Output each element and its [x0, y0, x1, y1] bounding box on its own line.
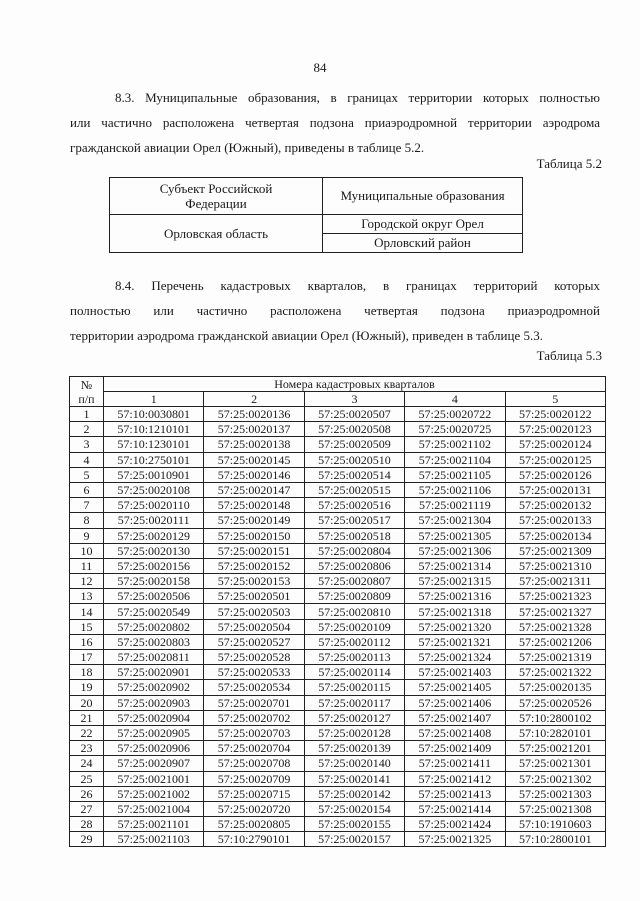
table-row [70, 528, 606, 543]
row-number-cell: 25 [70, 771, 104, 786]
header-cadastral-group: Номера кадастровых кварталов [104, 377, 606, 392]
cadastral-number-cell: 57:25:0021325 [405, 832, 505, 847]
table-row [70, 407, 606, 422]
cadastral-number-cell: 57:25:0020809 [304, 589, 404, 604]
table-row [70, 589, 606, 604]
cadastral-number-cell: 57:25:0021103 [104, 832, 204, 847]
cadastral-number-cell: 57:25:0021119 [405, 498, 505, 513]
cadastral-number-cell: 57:25:0020722 [405, 407, 505, 422]
cadastral-number-cell: 57:25:0021319 [505, 650, 605, 665]
cadastral-number-cell: 57:25:0021106 [405, 482, 505, 497]
cadastral-number-cell: 57:25:0020504 [204, 619, 304, 634]
cadastral-number-cell: 57:25:0020122 [505, 407, 605, 422]
header-num [70, 377, 104, 407]
table-row [70, 741, 606, 756]
header-num-line: п/п [78, 391, 95, 406]
cadastral-number-cell: 57:25:0020141 [304, 771, 404, 786]
cadastral-number-cell: 57:25:0021303 [505, 786, 605, 801]
cadastral-number-cell: 57:25:0020111 [104, 513, 204, 528]
cadastral-number-cell: 57:10:2750101 [104, 452, 204, 467]
cadastral-number-cell: 57:10:2820101 [505, 725, 605, 740]
cadastral-number-cell: 57:25:0021201 [505, 741, 605, 756]
cadastral-number-cell: 57:25:0020508 [304, 422, 404, 437]
cadastral-number-cell: 57:25:0020507 [304, 407, 404, 422]
table-row [70, 452, 606, 467]
cadastral-number-cell: 57:25:0020128 [304, 725, 404, 740]
cadastral-number-cell: 57:25:0021408 [405, 725, 505, 740]
cadastral-number-cell: 57:25:0021411 [405, 756, 505, 771]
cadastral-number-cell: 57:25:0021424 [405, 817, 505, 832]
table-row [70, 513, 606, 528]
table-row [70, 558, 606, 573]
row-number-cell: 17 [70, 650, 104, 665]
cadastral-number-cell: 57:25:0021104 [405, 452, 505, 467]
table-row [70, 710, 606, 725]
table-row [70, 665, 606, 680]
cadastral-number-cell: 57:25:0020528 [204, 650, 304, 665]
cadastral-number-cell: 57:25:0020905 [104, 725, 204, 740]
row-number-cell: 1 [70, 407, 104, 422]
cadastral-number-cell: 57:25:0020155 [304, 817, 404, 832]
paragraph-line: или частично расположена четвертая подзона приаэродромной территории аэродрома [70, 115, 600, 130]
cadastral-number-cell: 57:25:0020510 [304, 452, 404, 467]
cadastral-number-cell: 57:25:0021315 [405, 574, 505, 589]
cadastral-number-cell: 57:25:0021004 [104, 801, 204, 816]
cadastral-number-cell: 57:25:0020704 [204, 741, 304, 756]
paragraph-8-4 [70, 273, 600, 348]
cadastral-number-cell: 57:25:0020131 [505, 482, 605, 497]
cadastral-number-cell: 57:25:0021406 [405, 695, 505, 710]
table-row [70, 756, 606, 771]
row-number-cell: 6 [70, 482, 104, 497]
cadastral-number-cell: 57:25:0021320 [405, 619, 505, 634]
cadastral-number-cell: 57:25:0021413 [405, 786, 505, 801]
cadastral-number-cell: 57:25:0020135 [505, 680, 605, 695]
row-number-cell: 2 [70, 422, 104, 437]
cadastral-number-cell: 57:25:0020702 [204, 710, 304, 725]
cadastral-number-cell: 57:25:0021403 [405, 665, 505, 680]
cadastral-number-cell: 57:25:0020715 [204, 786, 304, 801]
table-row [70, 634, 606, 649]
row-number-cell: 8 [70, 513, 104, 528]
cadastral-number-cell: 57:25:0020902 [104, 680, 204, 695]
header-num-line: № [80, 377, 93, 392]
cadastral-number-cell: 57:25:0021301 [505, 756, 605, 771]
table-row [70, 619, 606, 634]
cadastral-number-cell: 57:25:0020108 [104, 482, 204, 497]
cadastral-number-cell: 57:25:0021323 [505, 589, 605, 604]
cadastral-number-cell: 57:25:0020804 [304, 543, 404, 558]
table-row [70, 498, 606, 513]
table-5-3-caption: Таблица 5.3 [536, 348, 602, 363]
row-number-cell: 4 [70, 452, 104, 467]
cadastral-number-cell: 57:25:0020130 [104, 543, 204, 558]
cadastral-number-cell: 57:25:0021405 [405, 680, 505, 695]
table-row [70, 422, 606, 437]
cadastral-number-cell: 57:25:0020148 [204, 498, 304, 513]
municipality-cell: Орловский район [323, 234, 523, 253]
cadastral-number-cell: 57:25:0021101 [104, 817, 204, 832]
cadastral-number-cell: 57:25:0020117 [304, 695, 404, 710]
cadastral-number-cell: 57:10:1210101 [104, 422, 204, 437]
cadastral-number-cell: 57:25:0020803 [104, 634, 204, 649]
cadastral-number-cell: 57:25:0021306 [405, 543, 505, 558]
cadastral-number-cell: 57:25:0020134 [505, 528, 605, 543]
table-row [70, 725, 606, 740]
cadastral-number-cell: 57:25:0020802 [104, 619, 204, 634]
cadastral-number-cell: 57:25:0020701 [204, 695, 304, 710]
cadastral-number-cell: 57:10:1910603 [505, 817, 605, 832]
cadastral-number-cell: 57:25:0020150 [204, 528, 304, 543]
paragraph-line: гражданской авиации Орел (Южный), приведены в таблице 5.2. [70, 140, 425, 155]
cadastral-number-cell: 57:10:2800101 [505, 832, 605, 847]
table-row [70, 786, 606, 801]
cadastral-number-cell: 57:25:0021302 [505, 771, 605, 786]
cadastral-number-cell: 57:25:0021308 [505, 801, 605, 816]
table-row [70, 437, 606, 452]
cadastral-number-cell: 57:10:2790101 [204, 832, 304, 847]
cadastral-number-cell: 57:25:0020515 [304, 482, 404, 497]
table-row [70, 680, 606, 695]
header-subject-line: Федерации [185, 196, 247, 211]
cadastral-number-cell: 57:25:0020156 [104, 558, 204, 573]
table-row [70, 832, 606, 847]
cadastral-number-cell: 57:25:0020703 [204, 725, 304, 740]
table-row [70, 543, 606, 558]
cadastral-number-cell: 57:25:0020517 [304, 513, 404, 528]
cadastral-number-cell: 57:25:0020147 [204, 482, 304, 497]
cadastral-number-cell: 57:25:0021314 [405, 558, 505, 573]
row-number-cell: 13 [70, 589, 104, 604]
cadastral-number-cell: 57:25:0021304 [405, 513, 505, 528]
cadastral-number-cell: 57:25:0020110 [104, 498, 204, 513]
cadastral-number-cell: 57:25:0020806 [304, 558, 404, 573]
cadastral-number-cell: 57:25:0021321 [405, 634, 505, 649]
table-row [70, 482, 606, 497]
cadastral-number-cell: 57:25:0020904 [104, 710, 204, 725]
row-number-cell: 28 [70, 817, 104, 832]
cadastral-number-cell: 57:25:0020518 [304, 528, 404, 543]
column-header: 5 [505, 392, 605, 407]
cadastral-number-cell: 57:25:0020514 [304, 467, 404, 482]
cadastral-number-cell: 57:25:0021318 [405, 604, 505, 619]
cadastral-number-cell: 57:25:0020906 [104, 741, 204, 756]
cadastral-number-cell: 57:25:0020137 [204, 422, 304, 437]
table-5-3 [69, 376, 606, 847]
table-body [70, 407, 606, 847]
cadastral-number-cell: 57:25:0021305 [405, 528, 505, 543]
table-row [70, 574, 606, 589]
cadastral-number-cell: 57:25:0020146 [204, 467, 304, 482]
cadastral-number-cell: 57:25:0021407 [405, 710, 505, 725]
cadastral-number-cell: 57:25:0021105 [405, 467, 505, 482]
paragraph-line: 8.4. Перечень кадастровых кварталов, в границах территорий которых [115, 278, 600, 293]
cadastral-number-cell: 57:25:0020149 [204, 513, 304, 528]
cadastral-number-cell: 57:25:0020901 [104, 665, 204, 680]
cadastral-number-cell: 57:10:1230101 [104, 437, 204, 452]
cadastral-number-cell: 57:25:0020720 [204, 801, 304, 816]
cadastral-number-cell: 57:25:0020142 [304, 786, 404, 801]
cadastral-number-cell: 57:25:0020139 [304, 741, 404, 756]
row-number-cell: 27 [70, 801, 104, 816]
cadastral-number-cell: 57:25:0021310 [505, 558, 605, 573]
row-number-cell: 22 [70, 725, 104, 740]
row-number-cell: 18 [70, 665, 104, 680]
table-row [70, 771, 606, 786]
cadastral-number-cell: 57:25:0020534 [204, 680, 304, 695]
column-header: 2 [204, 392, 304, 407]
row-number-cell: 10 [70, 543, 104, 558]
cadastral-number-cell: 57:25:0021311 [505, 574, 605, 589]
cadastral-number-cell: 57:25:0020811 [104, 650, 204, 665]
row-number-cell: 24 [70, 756, 104, 771]
paragraph-line: 8.3. Муниципальные образования, в границах территории которых полностью [115, 90, 600, 105]
cadastral-number-cell: 57:25:0020533 [204, 665, 304, 680]
cadastral-number-cell: 57:25:0020807 [304, 574, 404, 589]
cadastral-number-cell: 57:25:0020127 [304, 710, 404, 725]
row-number-cell: 23 [70, 741, 104, 756]
cadastral-number-cell: 57:25:0021309 [505, 543, 605, 558]
cadastral-number-cell: 57:25:0020153 [204, 574, 304, 589]
cadastral-number-cell: 57:25:0021002 [104, 786, 204, 801]
cadastral-number-cell: 57:25:0020124 [505, 437, 605, 452]
row-number-cell: 26 [70, 786, 104, 801]
cadastral-number-cell: 57:25:0020132 [505, 498, 605, 513]
subject-cell: Орловская область [110, 215, 323, 253]
cadastral-number-cell: 57:25:0020526 [505, 695, 605, 710]
cadastral-number-cell: 57:25:0020501 [204, 589, 304, 604]
cadastral-number-cell: 57:25:0021322 [505, 665, 605, 680]
row-number-cell: 20 [70, 695, 104, 710]
cadastral-number-cell: 57:25:0010901 [104, 467, 204, 482]
cadastral-number-cell: 57:25:0020708 [204, 756, 304, 771]
cadastral-number-cell: 57:25:0020133 [505, 513, 605, 528]
row-number-cell: 9 [70, 528, 104, 543]
row-number-cell: 5 [70, 467, 104, 482]
cadastral-number-cell: 57:25:0020123 [505, 422, 605, 437]
table-row [70, 817, 606, 832]
row-number-cell: 7 [70, 498, 104, 513]
row-number-cell: 21 [70, 710, 104, 725]
cadastral-number-cell: 57:25:0020145 [204, 452, 304, 467]
cadastral-number-cell: 57:25:0020527 [204, 634, 304, 649]
cadastral-number-cell: 57:25:0021206 [505, 634, 605, 649]
header-subject [110, 178, 323, 215]
cadastral-number-cell: 57:25:0020805 [204, 817, 304, 832]
table-row [70, 695, 606, 710]
cadastral-number-cell: 57:25:0021328 [505, 619, 605, 634]
row-number-cell: 11 [70, 558, 104, 573]
paragraph-8-3 [70, 85, 600, 160]
header-municipal: Муниципальные образования [323, 178, 523, 215]
cadastral-number-cell: 57:25:0020136 [204, 407, 304, 422]
table-row [70, 604, 606, 619]
municipality-cell: Городской округ Орел [323, 215, 523, 234]
cadastral-number-cell: 57:25:0021327 [505, 604, 605, 619]
table-5-2 [109, 177, 523, 253]
cadastral-number-cell: 57:25:0021409 [405, 741, 505, 756]
row-number-cell: 12 [70, 574, 104, 589]
cadastral-number-cell: 57:25:0020152 [204, 558, 304, 573]
row-number-cell: 3 [70, 437, 104, 452]
cadastral-number-cell: 57:25:0021102 [405, 437, 505, 452]
table-row [70, 467, 606, 482]
cadastral-number-cell: 57:25:0020125 [505, 452, 605, 467]
cadastral-number-cell: 57:25:0020113 [304, 650, 404, 665]
cadastral-number-cell: 57:25:0020907 [104, 756, 204, 771]
cadastral-number-cell: 57:10:2800102 [505, 710, 605, 725]
table-5-2-caption: Таблица 5.2 [536, 156, 602, 171]
cadastral-number-cell: 57:25:0020109 [304, 619, 404, 634]
row-number-cell: 29 [70, 832, 104, 847]
paragraph-line: территории аэродрома гражданской авиации Орел (Южный), приведен в таблице 5.3. [70, 328, 543, 343]
cadastral-number-cell: 57:25:0021316 [405, 589, 505, 604]
cadastral-number-cell: 57:25:0020115 [304, 680, 404, 695]
cadastral-number-cell: 57:25:0020158 [104, 574, 204, 589]
cadastral-number-cell: 57:25:0020903 [104, 695, 204, 710]
row-number-cell: 14 [70, 604, 104, 619]
page-number: 84 [313, 60, 327, 75]
cadastral-number-cell: 57:25:0020509 [304, 437, 404, 452]
cadastral-number-cell: 57:25:0020140 [304, 756, 404, 771]
cadastral-number-cell: 57:25:0021414 [405, 801, 505, 816]
cadastral-number-cell: 57:25:0021001 [104, 771, 204, 786]
paragraph-line: полностью или частично расположена четвертая подзона приаэродромной [70, 303, 600, 318]
cadastral-number-cell: 57:25:0020157 [304, 832, 404, 847]
cadastral-number-cell: 57:25:0020810 [304, 604, 404, 619]
cadastral-number-cell: 57:25:0020503 [204, 604, 304, 619]
row-number-cell: 19 [70, 680, 104, 695]
cadastral-number-cell: 57:25:0020151 [204, 543, 304, 558]
column-header: 1 [104, 392, 204, 407]
cadastral-number-cell: 57:25:0020154 [304, 801, 404, 816]
cadastral-number-cell: 57:25:0021324 [405, 650, 505, 665]
cadastral-number-cell: 57:25:0020129 [104, 528, 204, 543]
row-number-cell: 15 [70, 619, 104, 634]
row-number-cell: 16 [70, 634, 104, 649]
cadastral-number-cell: 57:10:0030801 [104, 407, 204, 422]
column-header: 3 [304, 392, 404, 407]
cadastral-number-cell: 57:25:0020138 [204, 437, 304, 452]
cadastral-number-cell: 57:25:0020709 [204, 771, 304, 786]
cadastral-number-cell: 57:25:0020114 [304, 665, 404, 680]
cadastral-number-cell: 57:25:0020126 [505, 467, 605, 482]
table-row [70, 801, 606, 816]
cadastral-number-cell: 57:25:0020506 [104, 589, 204, 604]
cadastral-number-cell: 57:25:0020725 [405, 422, 505, 437]
cadastral-number-cell: 57:25:0020516 [304, 498, 404, 513]
column-header: 4 [405, 392, 505, 407]
cadastral-number-cell: 57:25:0020112 [304, 634, 404, 649]
cadastral-number-cell: 57:25:0021412 [405, 771, 505, 786]
cadastral-number-cell: 57:25:0020549 [104, 604, 204, 619]
header-subject-line: Субъект Российской [159, 181, 273, 196]
table-row [70, 650, 606, 665]
